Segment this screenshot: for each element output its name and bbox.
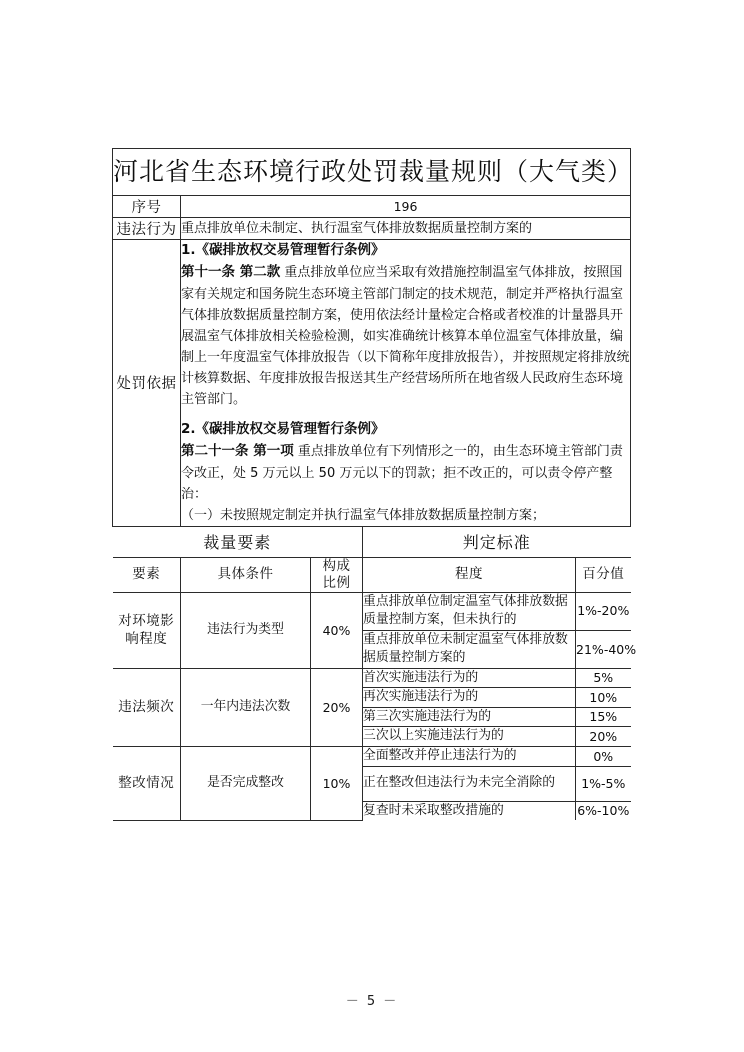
percent-2-1: 1%-5% [576,766,631,801]
criteria-table-wrapper [113,526,637,820]
column-header-degree: 程度 [363,557,576,592]
page-title: 河北省生态环境行政处罚裁量规则（大气类） [113,149,631,196]
degree-1-1: 再次实施违法行为的 [363,688,576,708]
percent-2-0: 0% [576,746,631,766]
condition-1: 一年内违法次数 [181,668,311,746]
clause-1-text: 重点排放单位应当采取有效措施控制温室气体排放，按照国家有关规定和国务院生态环境主管部门制定的技术规范，制定并严格执行温室气体排放数据质量控制方案，使用依法经计量检定合格或者校准的计量器具开展温室气体排放相关检验检测，如实准确统计核算本单位温室气体排放量，编制上一年度温室气体排放报告（以下简称年度排放报告），并按照规定将排放统计核算数据、年度排放报告报送其生产经营场所所在地省级人民政府生态环境主管部门。 [181,264,630,407]
percent-1-1: 10% [576,688,631,708]
group-header-row [113,527,631,558]
clause-separator [181,410,630,419]
column-header-row [113,557,631,592]
group-header-factors: 裁量要素 [113,527,363,558]
clause-1-body [181,262,630,410]
clause-2-article: 第二十一条 第一项 [181,442,294,459]
percent-0-0: 1%-20% [576,592,631,630]
penalty-discretion-table [112,148,637,821]
column-header-factor: 要素 [113,557,181,592]
clause-1-index: 1.《碳排放权交易管理暂行条例》 [181,242,385,258]
ratio-0: 40% [311,592,363,668]
degree-2-1: 正在整改但违法行为未完全消除的 [363,766,576,801]
factor-name-0 [113,592,181,668]
penalty-basis-label: 处罚依据 [113,240,181,527]
violation-value: 重点排放单位未制定、执行温室气体排放数据质量控制方案的 [181,218,631,240]
degree-0-1: 重点排放单位未制定温室气体排放数据质量控制方案的 [363,630,576,668]
column-header-percent: 百分值 [576,557,631,592]
clause-2-text: 重点排放单位有下列情形之一的，由生态环境主管部门责令改正，处 5 万元以上 50 万元以下的罚款；拒不改正的，可以责令停产整治： [181,443,623,502]
penalty-basis-value [181,240,631,527]
table-row [113,668,631,688]
ratio-header-line-1: 构成 [322,557,351,574]
penalty-basis-row [113,240,631,527]
serial-value: 196 [181,196,631,218]
clause-1-article: 第十一条 第二款 [181,263,281,280]
condition-2: 是否完成整改 [181,746,311,820]
serial-row [113,196,631,218]
ratio-2: 10% [311,746,363,820]
title-row [113,149,631,196]
degree-1-2: 第三次实施违法行为的 [363,707,576,727]
violation-row [113,218,631,240]
factor-name-1: 违法频次 [113,668,181,746]
factor-name-2: 整改情况 [113,746,181,820]
ratio-1: 20% [311,668,363,746]
page-number: － 5 － [345,994,399,1009]
degree-1-0: 首次实施违法行为的 [363,668,576,688]
group-header-standards: 判定标准 [363,527,631,558]
table-row [113,746,631,766]
percent-0-1: 21%-40% [576,630,631,668]
serial-label: 序号 [113,196,181,218]
clause-2-index: 2.《碳排放权交易管理暂行条例》 [181,421,385,437]
percent-1-3: 20% [576,727,631,747]
column-header-condition: 具体条件 [181,557,311,592]
criteria-sub-table [113,527,637,821]
factor-line-2: 响程度 [125,631,168,648]
column-header-ratio [311,557,363,592]
criteria-group-header-row [113,526,631,820]
degree-2-2: 复查时未采取整改措施的 [363,801,576,820]
percent-1-2: 15% [576,707,631,727]
percent-1-0: 5% [576,668,631,688]
factor-line-1: 对环境影 [118,612,175,629]
condition-0: 违法行为类型 [181,592,311,668]
clause-2-item-1: （一）未按照规定制定并执行温室气体排放数据质量控制方案； [181,507,546,523]
violation-label: 违法行为 [113,218,181,240]
degree-2-0: 全面整改并停止违法行为的 [363,746,576,766]
table-row [113,592,631,630]
degree-0-0: 重点排放单位制定温室气体排放数据质量控制方案，但未执行的 [363,592,576,630]
degree-1-3: 三次以上实施违法行为的 [363,727,576,747]
ratio-header-line-2: 比例 [322,574,351,591]
percent-2-2: 6%-10% [576,801,631,820]
clause-2-body [181,441,630,505]
